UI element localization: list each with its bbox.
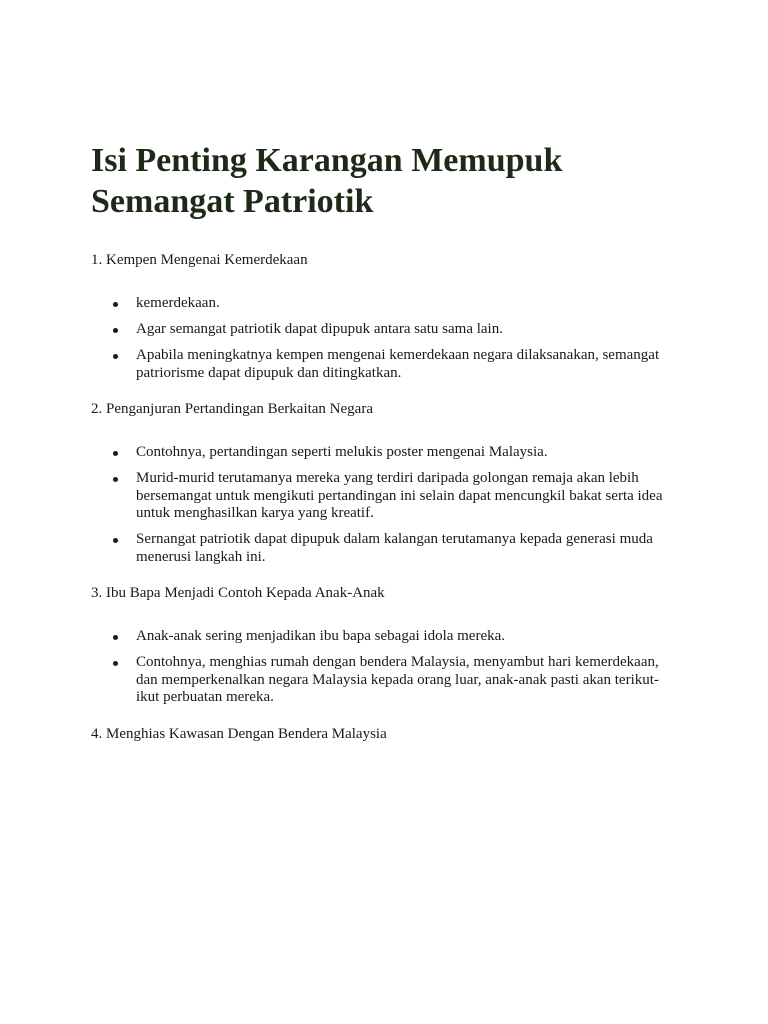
section-heading-2: 2. Penganjuran Pertandingan Berkaitan Negara xyxy=(91,401,373,417)
list-item: Anak-anak sering menjadikan ibu bapa sebagai idola mereka. xyxy=(136,628,681,646)
list-item: Murid-murid terutamanya mereka yang terdiri daripada golongan remaja akan lebih bersemangat untuk mengikuti pertandingan ini selain dapat mencungkil bakat serta idea untuk menghasilkan karya yang kreatif. xyxy=(136,470,681,523)
list-item: Apabila meningkatnya kempen mengenai kemerdekaan negara dilaksanakan, semangat patriorisme dapat dipupuk dan ditingkatkan. xyxy=(136,347,681,382)
list-item: Agar semangat patriotik dapat dipupuk antara satu sama lain. xyxy=(136,321,681,339)
section-heading-3: 3. Ibu Bapa Menjadi Contoh Kepada Anak-Anak xyxy=(91,585,385,601)
section-heading-4: 4. Menghias Kawasan Dengan Bendera Malaysia xyxy=(91,725,387,742)
section-3-list xyxy=(91,628,681,707)
document-page xyxy=(91,140,681,743)
document-title xyxy=(91,140,681,222)
document-title-line-1: Isi Penting Karangan Memupuk xyxy=(91,142,563,179)
document-title-line-2: Semangat Patriotik xyxy=(91,183,374,220)
section-heading-1: 1. Kempen Mengenai Kemerdekaan xyxy=(91,252,308,268)
list-item: Contohnya, pertandingan seperti melukis poster mengenai Malaysia. xyxy=(136,444,681,462)
section-1-list xyxy=(91,295,681,382)
section-2-list xyxy=(91,444,681,566)
list-item: Sernangat patriotik dapat dipupuk dalam kalangan terutamanya kepada generasi muda menerusi langkah ini. xyxy=(136,531,681,566)
list-item: kemerdekaan. xyxy=(136,295,681,313)
list-item: Contohnya, menghias rumah dengan bendera Malaysia, menyambut hari kemerdekaan, dan memperkenalkan negara Malaysia kepada orang luar, anak-anak pasti akan terikut-ikut perbuatan mereka. xyxy=(136,654,681,707)
